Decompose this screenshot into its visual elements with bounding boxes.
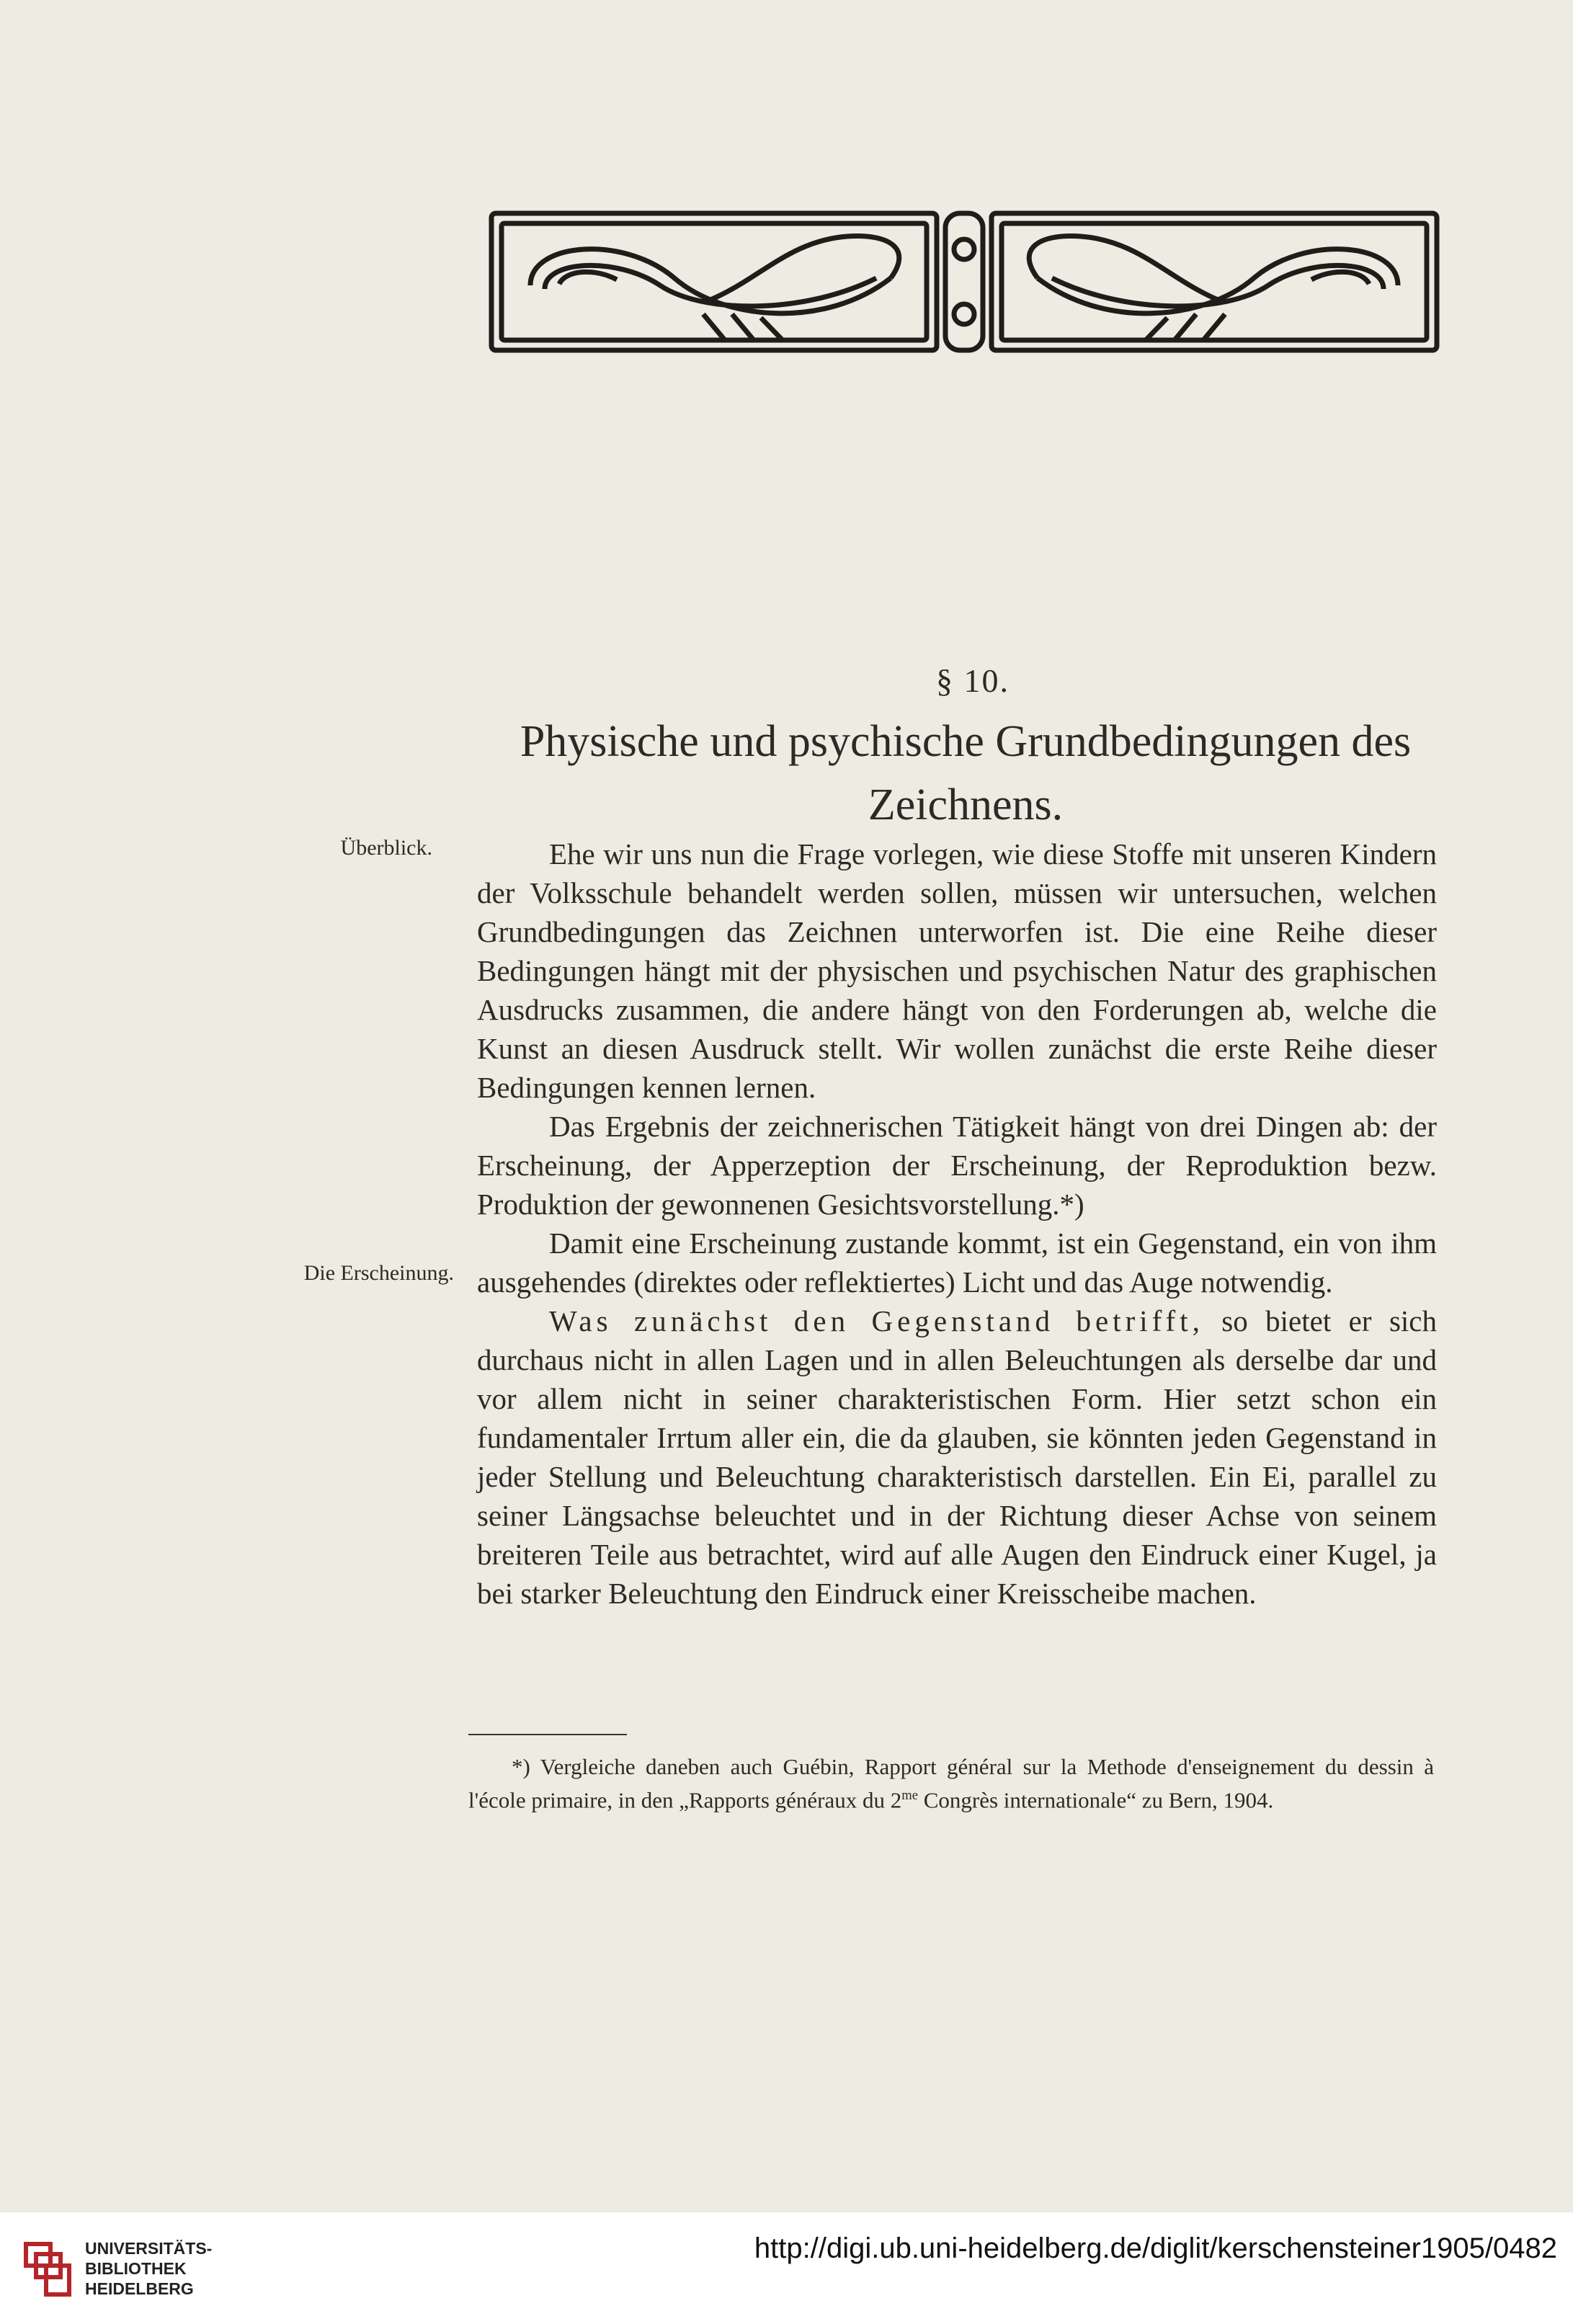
section-title-line-1: Physische und psychische Grundbedingungen des — [520, 717, 1412, 766]
paragraph: Das Ergebnis der zeichnerischen Tätigkeit hängt von drei Dingen ab: der Erscheinung, der Apperzeption der Erscheinung, der Reproduktion bezw. Produktion der gewonnenen Gesichtsvorstellung.*) — [477, 1110, 1437, 1221]
paragraph: Damit eine Erscheinung zustande kommt, ist ein Gegenstand, ein von ihm ausgehendes (direktes oder reflektiertes) Licht und das Auge notwendig. — [477, 1226, 1437, 1299]
margin-note-appearance: Die Erscheinung. — [303, 1261, 454, 1285]
footnote-text: *) Vergleiche daneben auch Guébin, Rapport général sur la Methode d'enseignement du dessin à l'école primaire, in den „Rapports généraux du 2 — [468, 1754, 1434, 1813]
library-name — [85, 2238, 212, 2299]
spaced-emphasis: Was zunächst den Gegenstand betrifft, — [549, 1304, 1204, 1337]
paragraph — [477, 1301, 1437, 1613]
library-name-line-3: HEIDELBERG — [85, 2279, 194, 2298]
paragraph-continuation: so bietet er sich durchaus nicht in allen Lagen und in allen Beleuchtungen als derselbe dar und vor allem nicht in seiner charakteristischen Form. Hier setzt schon ein fundamentaler Irrtum aller ein, die da glauben, sie könnten jeden Gegenstand in jeder Stellung und Beleuchtung charakteristisch darstellen. Ein Ei, parallel zu seiner Längsachse beleuchtet und in der Richtung dieser Achse von seinem breiteren Teile aus betrachtet, wird auf alle Augen den Eindruck einer Kugel, ja bei starker Beleuchtung den Eindruck einer Kreisscheibe machen. — [477, 1304, 1437, 1610]
footnote-text-end: Congrès internationale“ zu Bern, 1904. — [917, 1787, 1274, 1813]
paragraph: Ehe wir uns nun die Frage vorlegen, wie diese Stoffe mit unseren Kindern der Volksschule behandelt werden sollen, müssen wir untersuchen, welchen Grundbedingungen das Zeichnen unterworfen ist. Die eine Reihe dieser Bedingungen hängt mit der physischen und psychischen Natur des graphischen Ausdrucks zusammen, die andere hängt von den Forderungen ab, welche die Kunst an diesen Ausdruck stellt. Wir wollen zunächst die erste Reihe dieser Bedingungen kennen lernen. — [477, 837, 1437, 1104]
ornamental-header-vignette — [487, 199, 1441, 360]
footnote — [468, 1753, 1434, 1815]
library-logo-icon — [22, 2237, 73, 2300]
source-url-link[interactable]: http://digi.ub.uni-heidelberg.de/diglit/kerschensteiner1905/0482 — [754, 2232, 1557, 2264]
digitization-footer — [0, 2212, 1573, 2324]
section-title-line-2: Zeichnens. — [868, 780, 1064, 829]
body-text — [477, 834, 1437, 1613]
library-name-line-1: UNIVERSITÄTS- — [85, 2239, 213, 2258]
library-name-line-2: BIBLIOTHEK — [85, 2259, 187, 2278]
section-number: § 10. — [936, 662, 1010, 699]
footnote-superscript: me — [901, 1788, 918, 1803]
margin-note-overview: Überblick. — [340, 836, 432, 860]
section-title — [461, 710, 1470, 837]
footnote-divider — [468, 1734, 627, 1735]
